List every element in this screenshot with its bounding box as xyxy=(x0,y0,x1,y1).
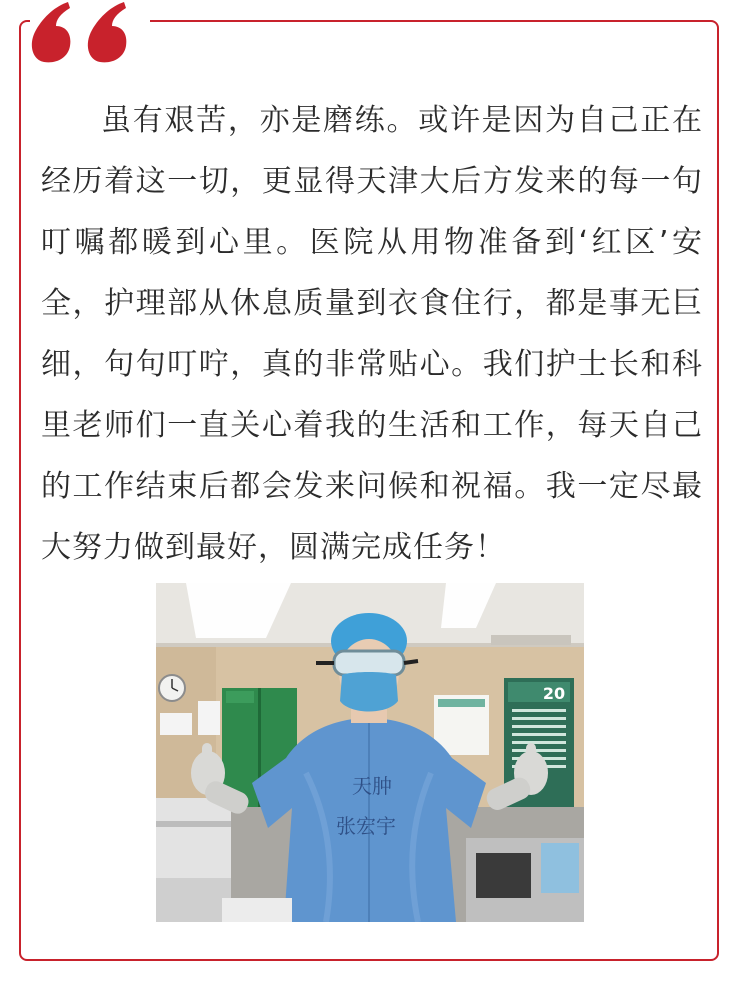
gown-writing-1: 天肿 xyxy=(352,774,392,798)
article-paragraph: 虽有艰苦，亦是磨练。或许是因为自己正在经历着这一切，更显得天津大后方发来的每一句叮嘱都暖到心里。医院从用物准备到‘红区’安全，护理部从休息质量到衣食住行，都是事无巨细，句句叮咛，真的非常贴心。我们护士长和科里老师们一直关心着我的生活和工作，每天自己的工作结束后都会发来问候和祝福。我一定尽最大努力做到最好，圆满完成任务！ xyxy=(41,103,703,565)
nurse-photo xyxy=(156,583,584,922)
quote-icon xyxy=(30,0,150,70)
sign-number: 20 xyxy=(542,684,566,703)
gown-writing-2: 张宏宇 xyxy=(336,814,396,838)
